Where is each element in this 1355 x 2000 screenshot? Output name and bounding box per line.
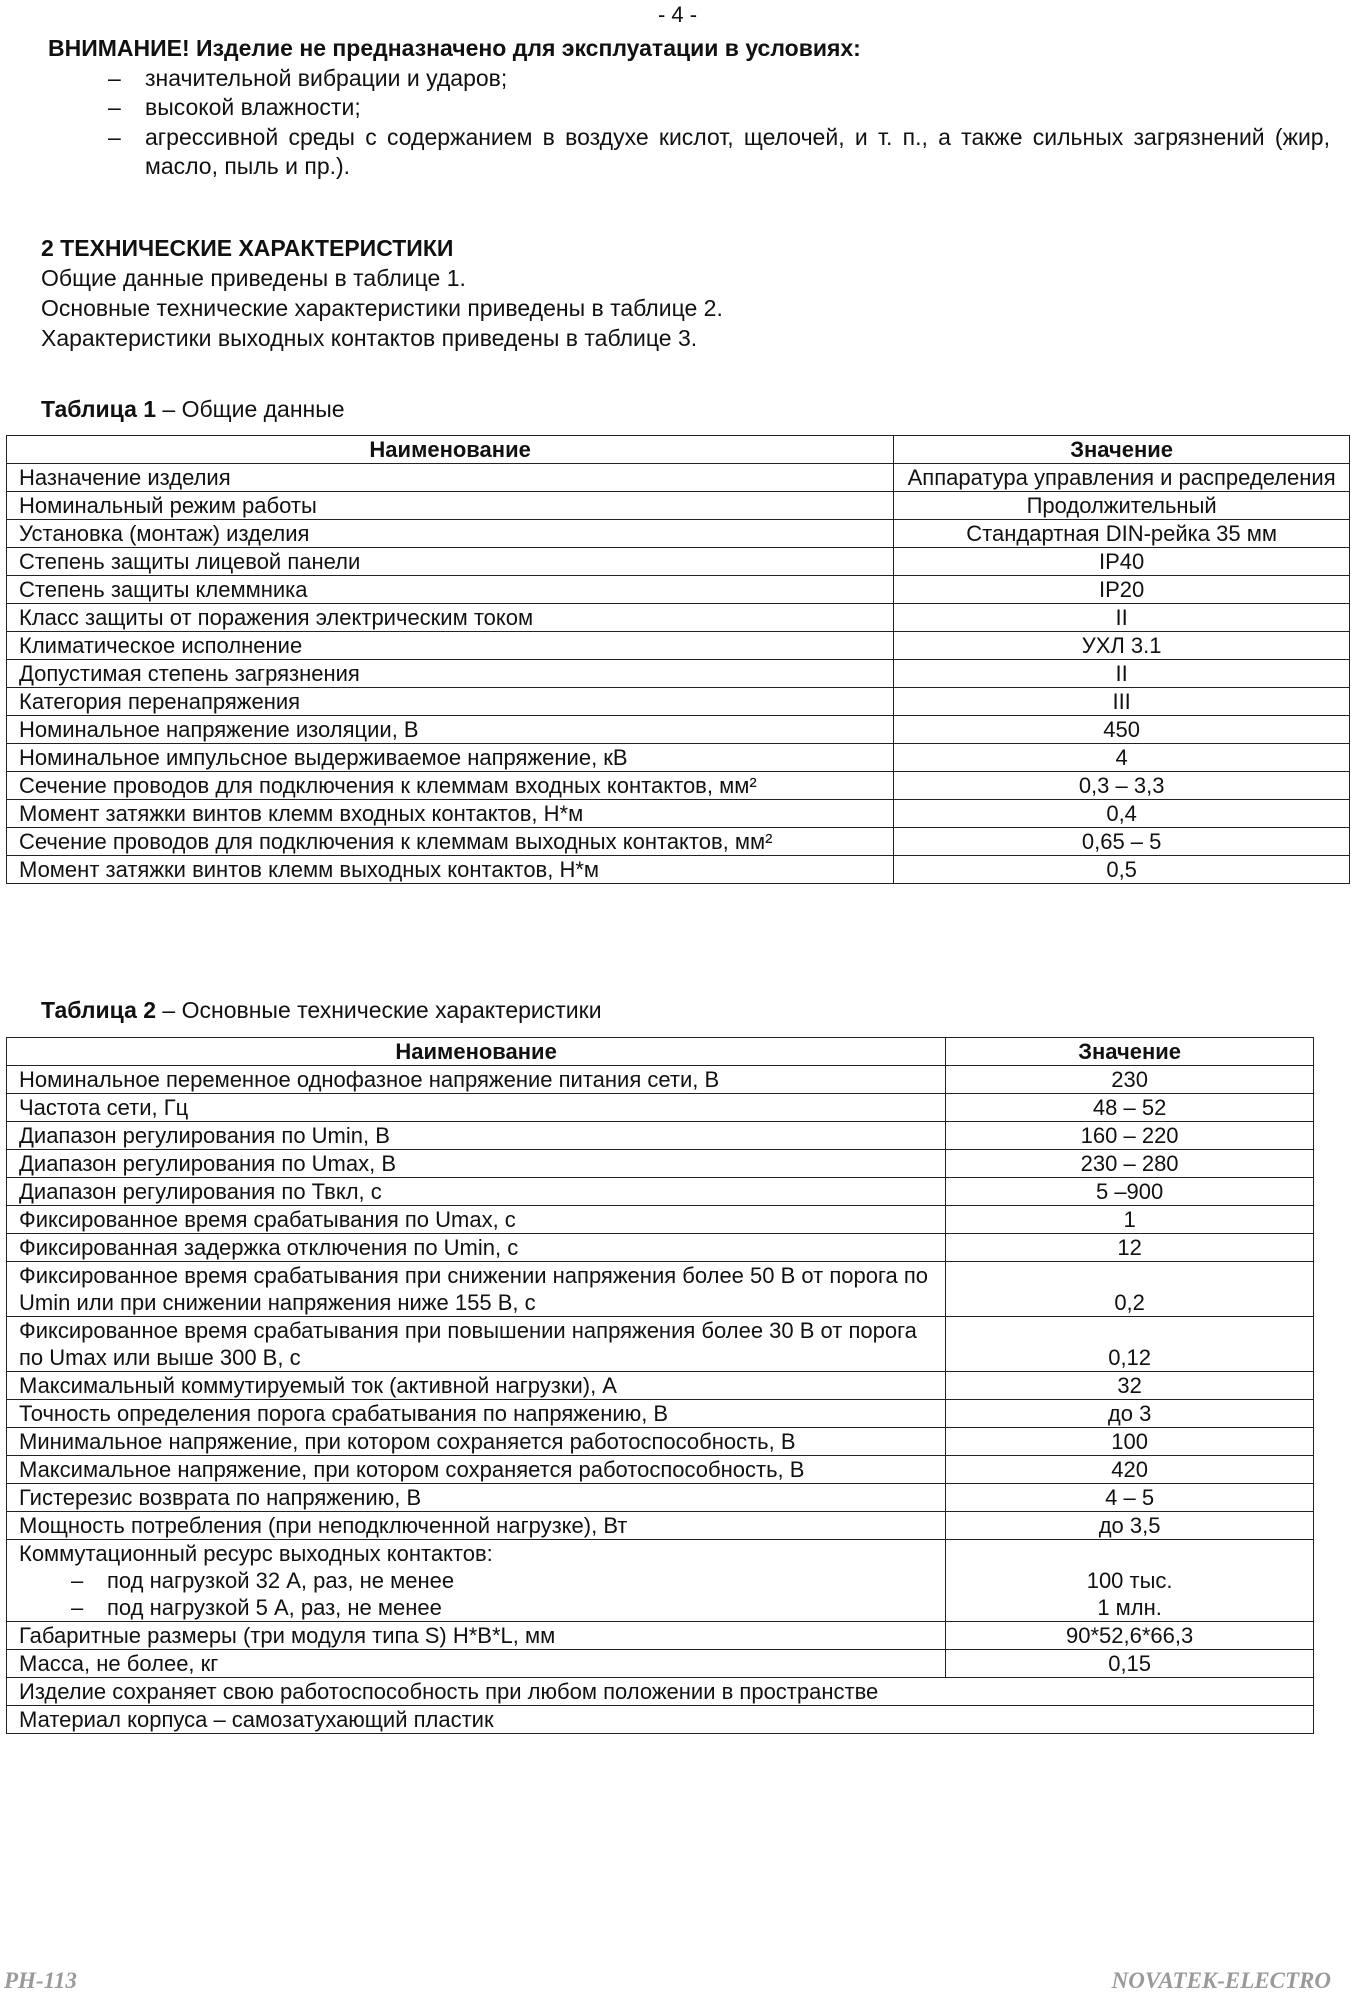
param-value: 32 (946, 1372, 1314, 1400)
table1-caption (41, 396, 345, 423)
table-row (7, 1094, 1314, 1122)
param-value: до 3 (946, 1400, 1314, 1428)
table-row (7, 856, 1350, 884)
table2-caption-label: Таблица 2 (41, 997, 157, 1023)
param-name: Момент затяжки винтов клемм входных контактов, Н*м (7, 800, 894, 828)
param-value: 100 (946, 1428, 1314, 1456)
table-row (7, 1234, 1314, 1262)
table-row (7, 492, 1350, 520)
param-name: Гистерезис возврата по напряжению, В (7, 1484, 946, 1512)
param-value: УХЛ 3.1 (894, 632, 1350, 660)
param-name: Климатическое исполнение (7, 632, 894, 660)
table-row (7, 688, 1350, 716)
table-row (7, 1650, 1314, 1678)
table-row (7, 604, 1350, 632)
table-row (7, 1150, 1314, 1178)
table-row (7, 716, 1350, 744)
param-value: 5 –900 (946, 1178, 1314, 1206)
table-row (7, 1122, 1314, 1150)
resource-value: 100 тыс. (1086, 1568, 1173, 1593)
table2-caption (41, 997, 602, 1024)
footer-model: РН-113 (4, 1968, 77, 1993)
param-name: Максимальное напряжение, при котором сохраняется работоспособность, В (7, 1456, 946, 1484)
section-line: Основные технические характеристики приведены в таблице 2. (41, 295, 723, 321)
param-name: Сечение проводов для подключения к клеммам входных контактов, мм² (7, 772, 894, 800)
param-name: Частота сети, Гц (7, 1094, 946, 1122)
table-row (7, 1317, 1314, 1372)
param-value: 450 (894, 716, 1350, 744)
param-value: 0,2 (946, 1262, 1314, 1317)
param-name: Установка (монтаж) изделия (7, 520, 894, 548)
param-value: 90*52,6*66,3 (946, 1622, 1314, 1650)
table-row (7, 1540, 1314, 1622)
param-value: 0,3 – 3,3 (894, 772, 1350, 800)
param-value: IP20 (894, 576, 1350, 604)
param-name: Номинальное импульсное выдерживаемое напряжение, кВ (7, 744, 894, 772)
page-number: - 4 - (657, 2, 698, 27)
table-row (7, 744, 1350, 772)
param-value: II (894, 660, 1350, 688)
param-value: 1 (946, 1206, 1314, 1234)
resource-title: Коммутационный ресурс выходных контактов: (19, 1541, 493, 1566)
table-row (7, 828, 1350, 856)
table-row (7, 1206, 1314, 1234)
param-value: Аппаратура управления и распределения (894, 464, 1350, 492)
table-general-data (6, 435, 1350, 884)
param-name: Минимальное напряжение, при котором сохраняется работоспособность, В (7, 1428, 946, 1456)
param-name: Назначение изделия (7, 464, 894, 492)
param-name: Момент затяжки винтов клемм выходных контактов, Н*м (7, 856, 894, 884)
table-row (7, 660, 1350, 688)
warning-block (48, 34, 1330, 182)
param-name: Масса, не более, кг (7, 1650, 946, 1678)
param-value: 230 (946, 1066, 1314, 1094)
note-row: Изделие сохраняет свою работоспособность при любом положении в пространстве (7, 1678, 1314, 1706)
param-name: Фиксированное время срабатывания при снижении напряжения более 50 В от порога по Umin или при снижении напряжения ниже 155 В, с (7, 1262, 946, 1317)
param-value: 12 (946, 1234, 1314, 1262)
table-row (7, 548, 1350, 576)
table-row (7, 1262, 1314, 1317)
table-header-row (7, 436, 1350, 464)
param-name: Допустимая степень загрязнения (7, 660, 894, 688)
param-value: IP40 (894, 548, 1350, 576)
table1-caption-label: Таблица 1 (41, 396, 157, 422)
param-value: 4 (894, 744, 1350, 772)
table-row (7, 520, 1350, 548)
param-name: Габаритные размеры (три модуля типа S) H*B*L, мм (7, 1622, 946, 1650)
param-value: 0,4 (894, 800, 1350, 828)
param-value: 48 – 52 (946, 1094, 1314, 1122)
warning-item: – значительной вибрации и ударов; (48, 64, 1330, 94)
param-value: 0,5 (894, 856, 1350, 884)
param-value: 4 – 5 (946, 1484, 1314, 1512)
table-row (7, 1372, 1314, 1400)
section-line: Характеристики выходных контактов приведены в таблице 3. (41, 325, 698, 351)
section-line: Общие данные приведены в таблице 1. (41, 265, 466, 291)
param-name: Класс защиты от поражения электрическим током (7, 604, 894, 632)
column-header-value: Значение (946, 1038, 1314, 1066)
resource-sub-item: – под нагрузкой 5 А, раз, не менее (19, 1594, 945, 1621)
table-header-row (7, 1038, 1314, 1066)
table-row (7, 1400, 1314, 1428)
param-value: III (894, 688, 1350, 716)
param-value: 0,15 (946, 1650, 1314, 1678)
table-row (7, 1456, 1314, 1484)
table-main-characteristics (6, 1037, 1314, 1734)
param-value: Продолжительный (894, 492, 1350, 520)
table-row (7, 1622, 1314, 1650)
footer-brand: NOVATEK-ELECTRO (1111, 1968, 1331, 1993)
param-name: Номинальное переменное однофазное напряжение питания сети, В (7, 1066, 946, 1094)
param-value (946, 1540, 1314, 1622)
param-name (7, 1540, 946, 1622)
param-name: Категория перенапряжения (7, 688, 894, 716)
resource-sub-item: – под нагрузкой 32 А, раз, не менее (19, 1567, 945, 1594)
param-name: Фиксированное время срабатывания при повышении напряжения более 30 В от порога по Umax или выше 300 В, с (7, 1317, 946, 1372)
param-name: Диапазон регулирования по Umin, В (7, 1122, 946, 1150)
table-row (7, 800, 1350, 828)
note-row: Материал корпуса – самозатухающий пластик (7, 1706, 1314, 1734)
table-row (7, 632, 1350, 660)
param-name: Степень защиты лицевой панели (7, 548, 894, 576)
param-value: II (894, 604, 1350, 632)
warning-list (48, 64, 1330, 182)
table-row (7, 1512, 1314, 1540)
table-row (7, 1428, 1314, 1456)
param-name: Фиксированная задержка отключения по Umin, с (7, 1234, 946, 1262)
param-value: 0,65 – 5 (894, 828, 1350, 856)
table1-caption-text: – Общие данные (156, 396, 345, 422)
param-name: Фиксированное время срабатывания по Umax, с (7, 1206, 946, 1234)
param-value: Стандартная DIN-рейка 35 мм (894, 520, 1350, 548)
table-row (7, 1484, 1314, 1512)
table-row (7, 1178, 1314, 1206)
table-row (7, 772, 1350, 800)
table-row (7, 464, 1350, 492)
param-name: Максимальный коммутируемый ток (активной нагрузки), А (7, 1372, 946, 1400)
table-row (7, 1706, 1314, 1734)
param-value: 420 (946, 1456, 1314, 1484)
warning-title: ВНИМАНИЕ! Изделие не предназначено для эксплуатации в условиях: (48, 35, 861, 61)
param-value: до 3,5 (946, 1512, 1314, 1540)
param-name: Диапазон регулирования по Твкл, с (7, 1178, 946, 1206)
column-header-name: Наименование (7, 436, 894, 464)
table-row (7, 1066, 1314, 1094)
table2-caption-text: – Основные технические характеристики (156, 997, 602, 1023)
warning-item: – агрессивной среды с содержанием в воздухе кислот, щелочей, и т. п., а также сильных загрязнений (жир, масло, пыль и пр.). (48, 123, 1330, 182)
param-value: 0,12 (946, 1317, 1314, 1372)
param-name: Сечение проводов для подключения к клеммам выходных контактов, мм² (7, 828, 894, 856)
param-name: Мощность потребления (при неподключенной нагрузке), Вт (7, 1512, 946, 1540)
param-value: 160 – 220 (946, 1122, 1314, 1150)
warning-item: – высокой влажности; (48, 93, 1330, 123)
table-row (7, 576, 1350, 604)
param-name: Номинальное напряжение изоляции, В (7, 716, 894, 744)
column-header-value: Значение (894, 436, 1350, 464)
table-row (7, 1678, 1314, 1706)
section-title: 2 ТЕХНИЧЕСКИЕ ХАРАКТЕРИСТИКИ (41, 235, 454, 261)
param-name: Номинальный режим работы (7, 492, 894, 520)
param-value: 230 – 280 (946, 1150, 1314, 1178)
param-name: Диапазон регулирования по Umax, В (7, 1150, 946, 1178)
resource-value: 1 млн. (1097, 1595, 1162, 1620)
param-name: Степень защиты клеммника (7, 576, 894, 604)
column-header-name: Наименование (7, 1038, 946, 1066)
param-name: Точность определения порога срабатывания по напряжению, В (7, 1400, 946, 1428)
section-technical (41, 233, 1321, 353)
